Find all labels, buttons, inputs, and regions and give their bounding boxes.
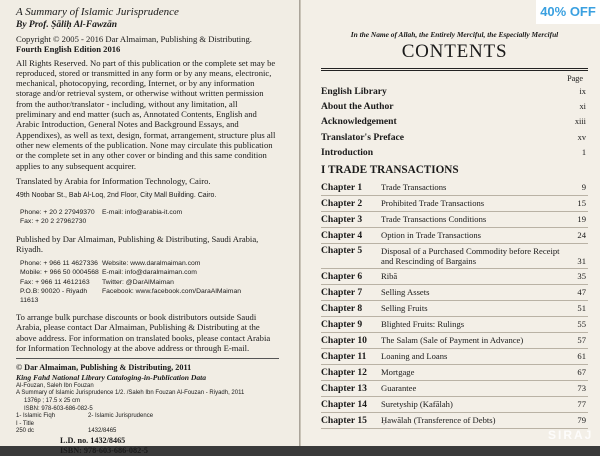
chapter-label: Chapter 9 — [321, 319, 363, 331]
contents-page — [301, 0, 600, 446]
heading-rule — [321, 68, 588, 71]
cip-line-3: Al-Fouzan, Saleh Ibn Fouzan — [16, 382, 94, 389]
chapter-row[interactable] — [321, 413, 588, 429]
contact-fax: Fax: + 20 2 27962730 — [20, 218, 87, 226]
book-author: By Prof. Ṣāliḥ Al-Fawzān — [16, 20, 118, 30]
toc-entry[interactable] — [321, 114, 588, 129]
chapter-title: Guarantee — [381, 383, 417, 394]
pub-mobile: Mobile: + 966 50 0004568 — [20, 269, 99, 277]
chapter-title: Ribā — [381, 271, 398, 282]
cip-line-4: A Summary of Islamic Jurisprudence 1/2. /Saleh Ibn Fouzan Al-Fouzan - Riyadh, 2011 — [16, 390, 245, 397]
toc-title: English Library — [321, 86, 387, 97]
chapter-label: Chapter 11 — [321, 351, 367, 363]
cip-number: 1432/8465 — [88, 428, 117, 435]
chapter-page: 57 — [577, 335, 586, 346]
pub-email[interactable]: E-mail: info@daralmaiman.com — [102, 269, 197, 277]
publisher-line: Published by Dar Almaiman, Publishing & Distributing, Saudi Arabia, Riyadh. — [16, 233, 259, 254]
chapter-label: Chapter 6 — [321, 271, 363, 283]
chapter-page: 9 — [581, 182, 586, 193]
pub-phone: Phone: + 966 11 4627336 — [20, 260, 98, 268]
chapter-page: 35 — [577, 271, 586, 282]
chapter-row[interactable] — [321, 228, 588, 244]
toc-title: Acknowledgement — [321, 116, 397, 128]
chapter-title: Suretyship (Kafālah) — [381, 399, 453, 410]
chapter-label: Chapter 14 — [321, 399, 367, 411]
chapter-page: 19 — [577, 214, 586, 225]
cip-blank — [88, 421, 279, 429]
pub-website[interactable]: Website: www.daralmaiman.com — [102, 260, 201, 268]
cip-grid — [16, 413, 279, 436]
contents-heading: CONTENTS — [401, 41, 508, 62]
chapter-label: Chapter 13 — [321, 383, 367, 395]
chapter-title: Option in Trade Transactions — [381, 230, 482, 241]
chapter-row[interactable] — [321, 333, 588, 349]
chapter-page: 31 — [577, 256, 586, 267]
publisher-contact — [16, 259, 279, 305]
discount-badge[interactable]: 40% OFF — [536, 0, 600, 24]
legal-deposit: L.D. no. 1432/8465 — [60, 436, 126, 446]
chapter-title: Blighted Fruits: Rulings — [381, 319, 465, 330]
isbn: ISBN: 978-603-686-082-5 — [60, 446, 149, 456]
pub-twitter[interactable]: Twitter: @DarAlMaiman — [102, 278, 174, 286]
toc-title: Introduction — [321, 146, 374, 158]
copyright-page — [0, 0, 299, 456]
chapter-title: Prohibited Trade Transactions — [381, 198, 485, 209]
chapter-page: 55 — [577, 319, 586, 330]
chapter-label: Chapter 5 — [321, 245, 363, 257]
chapter-page: 61 — [577, 351, 586, 362]
chapter-row[interactable] — [321, 349, 588, 365]
chapter-label: Chapter 1 — [321, 182, 363, 194]
bulk-purchase-note: To arrange bulk purchase discounts or book distributors outside Saudi Arabia, please contact Dar Almaiman, Publishing & Distributing at the above address. For information on translated books, please contact Arabia for Information Technology at the above address or through E-mail. — [16, 312, 271, 354]
cip-line-5: 1376p ; 17.5 x 25 cm — [24, 398, 81, 405]
chapter-row[interactable] — [321, 196, 588, 212]
divider — [16, 358, 279, 359]
toc-page: xi — [579, 102, 586, 112]
chapter-label: Chapter 12 — [321, 367, 367, 379]
chapter-label: Chapter 3 — [321, 214, 363, 226]
chapter-row[interactable] — [321, 212, 588, 228]
front-matter-list — [321, 84, 588, 160]
chapter-title: Selling Assets — [381, 287, 430, 298]
toc-page: ix — [579, 87, 586, 96]
chapter-page: 15 — [577, 198, 586, 209]
chapter-row[interactable] — [321, 269, 588, 285]
chapter-label: Chapter 7 — [321, 287, 363, 299]
toc-page: xv — [577, 132, 586, 142]
chapter-title: Mortgage — [381, 367, 415, 378]
chapter-label: Chapter 4 — [321, 230, 363, 242]
chapter-label: Chapter 2 — [321, 198, 363, 210]
toc-title: Translator's Preface — [321, 131, 405, 143]
cip-subject-1: 1- Islamic Fiqh — [16, 413, 56, 420]
translator-address: 49th Noobar St., Bab Al-Loq, 2nd Floor, City Mall Building. Cairo. — [16, 192, 217, 200]
cip-block — [16, 363, 279, 456]
toc-entry[interactable] — [321, 84, 588, 99]
chapter-page: 77 — [577, 399, 586, 410]
chapter-page: 51 — [577, 303, 586, 314]
cip-line-1: © Dar Almaiman, Publishing & Distributing, 2011 — [16, 363, 192, 373]
cip-dc: 250 dc — [16, 428, 35, 435]
chapter-title: Trade Transactions — [381, 182, 447, 193]
cip-line-6: ISBN: 978-603-686-082-5 — [24, 405, 93, 412]
chapter-row[interactable] — [321, 285, 588, 301]
chapter-title: The Salam (Sale of Payment in Advance) — [381, 335, 524, 346]
chapter-row[interactable] — [321, 180, 588, 196]
chapter-row[interactable] — [321, 317, 588, 333]
copyright-line: Copyright © 2005 - 2016 Dar Almaiman, Publishing & Distributing. — [16, 34, 252, 44]
cip-title: I - Title — [16, 420, 35, 427]
chapter-page: 24 — [577, 230, 586, 241]
chapter-label: Chapter 10 — [321, 335, 367, 347]
chapter-list — [321, 180, 588, 429]
toc-entry[interactable] — [321, 130, 588, 145]
pub-facebook[interactable]: Facebook: www.facebook.com/DaraAlMaiman — [102, 287, 242, 295]
chapter-row[interactable] — [321, 381, 588, 397]
chapter-label: Chapter 8 — [321, 303, 363, 315]
toc-entry[interactable] — [321, 145, 588, 160]
section-heading: I TRADE TRANSACTIONS — [321, 164, 459, 177]
toc-page: xiii — [574, 117, 586, 127]
contact-phone: Phone: + 20 2 27949370 — [20, 209, 95, 217]
chapter-row[interactable] — [321, 244, 588, 269]
pub-pob: P.O.B: 90020 - Riyadh 11613 — [20, 287, 88, 304]
cip-subject-2: 2- Islamic Jurisprudence — [88, 413, 154, 420]
cip-line-2: King Fahd National Library Cataloging-in-Publication Data — [16, 373, 207, 383]
translator-contact — [16, 208, 279, 226]
chapter-row[interactable] — [321, 397, 588, 413]
chapter-title: Selling Fruits — [381, 303, 428, 314]
bismillah: In the Name of Allah, the Entirely Merciful, the Especially Merciful — [350, 30, 559, 39]
watermark-logo: SIRAJ — [548, 428, 594, 442]
chapter-page: 47 — [577, 287, 586, 298]
chapter-title: Loaning and Loans — [381, 351, 448, 362]
chapter-page: 79 — [577, 415, 586, 426]
chapter-row[interactable] — [321, 301, 588, 317]
toc-entry[interactable] — [321, 99, 588, 114]
chapter-title: Trade Transactions Conditions — [381, 214, 487, 225]
contact-blank — [102, 217, 279, 226]
chapter-row[interactable] — [321, 365, 588, 381]
chapter-page: 73 — [577, 383, 586, 394]
toc-page: 1 — [581, 147, 586, 157]
rights-paragraph: All Rights Reserved. No part of this publication or the complete set may be reproduced, stored or transmitted in any form or by any means, electronic, mechanical, photocopying, recording, Internet, or by any information storage and/or retrieval system, or otherwise without written permission from the author/translator - including, without any limitation, all preliminary and end matter (such as, Annotated Contents, English and Arabic Introduction, General Notes and Background Essays, and Appendixes), as well as text, design, format, arrangement, structure plus all other new elements of the publication. None may circulate this publication or the complete set in any other cover or binding and this same condition applies to any subsequent acquirer. — [16, 57, 276, 171]
page-column-label: Page — [567, 74, 583, 83]
chapter-label: Chapter 15 — [321, 415, 367, 427]
pub-fax: Fax: + 966 11 4612163 — [20, 278, 90, 286]
edition-line: Fourth English Edition 2016 — [16, 44, 121, 55]
contact-email[interactable]: E-mail: info@arabia-it.com — [102, 209, 183, 217]
translated-by: Translated by Arabia for Information Technology, Cairo. — [16, 175, 211, 186]
toc-title: About the Author — [321, 101, 394, 113]
chapter-page: 67 — [577, 367, 586, 378]
book-title: A Summary of Islamic Jurisprudence — [16, 6, 179, 18]
chapter-title: Disposal of a Purchased Commodity before Receipt and Rescinding of Bargains — [381, 246, 560, 267]
chapter-title: Ḥawālah (Transference of Debts) — [381, 415, 496, 426]
